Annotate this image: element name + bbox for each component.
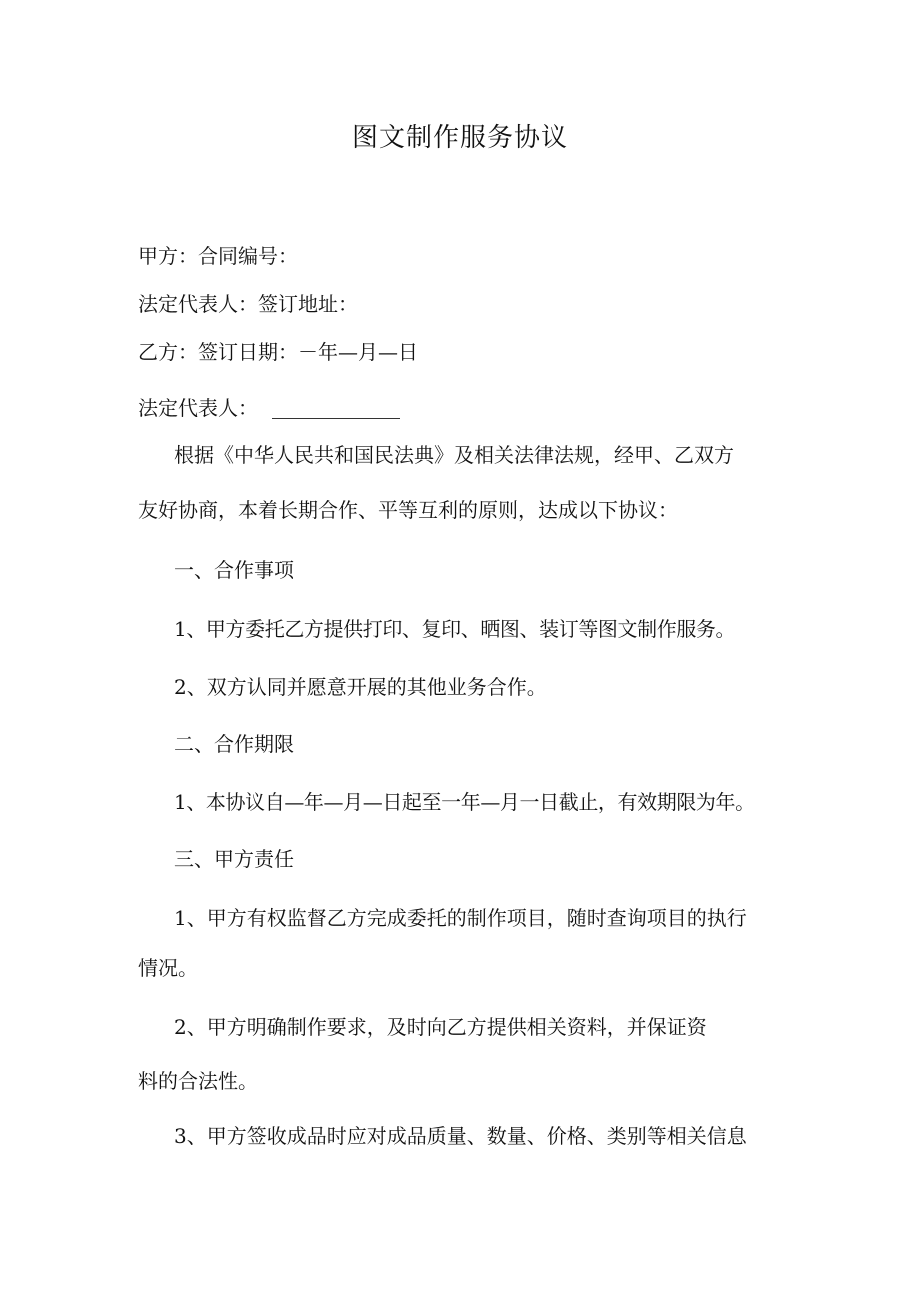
section-3-item-3: 3、甲方签收成品时应对成品质量、数量、价格、类别等相关信息: [174, 1124, 747, 1148]
section-3-item-1: 1、甲方有权监督乙方完成委托的制作项目，随时查询项目的执行: [174, 906, 747, 930]
legal-representative-label: 法定代表人：: [138, 396, 258, 420]
section-3-item-1-continued: 情况。: [138, 956, 198, 980]
section-3-item-2: 2、甲方明确制作要求，及时向乙方提供相关资料，并保证资: [174, 1015, 707, 1039]
party-a-contract-number-line: 甲方：合同编号：: [138, 244, 298, 268]
section-1-item-1: 1、甲方委托乙方提供打印、复印、晒图、装订等图文制作服务。: [174, 617, 736, 641]
section-2-heading: 二、合作期限: [174, 732, 294, 756]
signature-blank-field[interactable]: [272, 398, 400, 419]
section-3-heading: 三、甲方责任: [174, 847, 294, 871]
section-3-item-2-continued: 料的合法性。: [138, 1069, 258, 1093]
preamble-line-1: 根据《中华人民共和国民法典》及相关法律法规，经甲、乙双方: [174, 443, 734, 467]
section-2-item-1: 1、本协议自—年—月—日起至一年—月一日截止，有效期限为年。: [174, 790, 755, 814]
legal-representative-signing-address-line: 法定代表人：签订地址：: [138, 292, 358, 316]
preamble-line-2: 友好协商，本着长期合作、平等互利的原则，达成以下协议：: [138, 498, 678, 522]
section-1-item-2: 2、双方认同并愿意开展的其他业务合作。: [174, 675, 547, 699]
document-title: 图文制作服务协议: [351, 123, 568, 153]
section-1-heading: 一、合作事项: [174, 558, 294, 582]
party-b-signing-date-line: 乙方：签订日期：－年—月—日: [138, 340, 418, 364]
legal-representative-line: [138, 393, 400, 423]
